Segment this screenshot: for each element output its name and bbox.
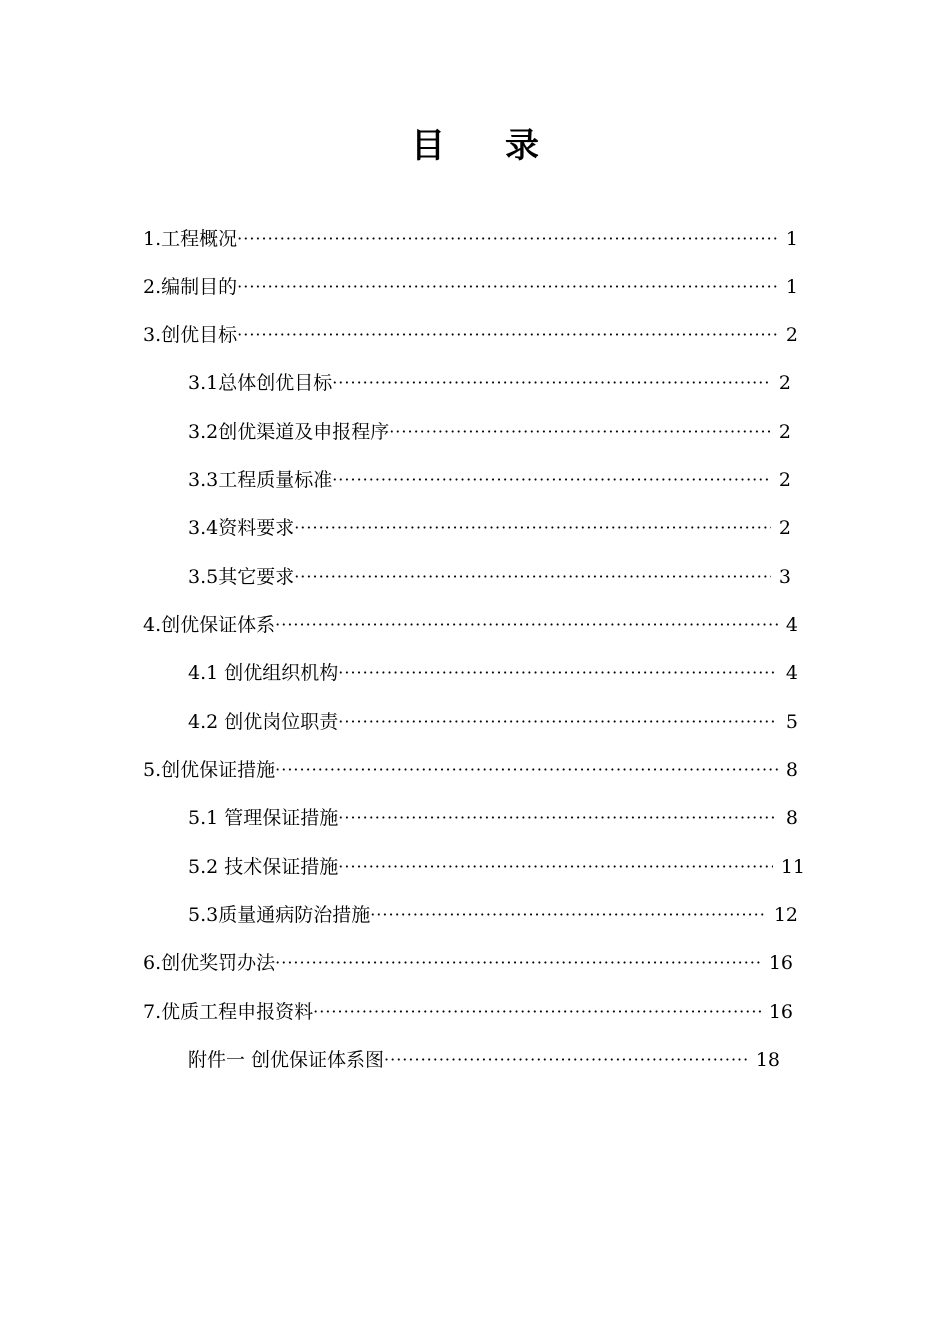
toc-entry-label: 3.2创优渠道及申报程序 [188,421,390,443]
toc-entry-page: 8 [785,759,798,781]
toc-entry-page: 4 [785,662,798,684]
toc-entry-page: 2 [785,324,798,346]
toc-leader-dots [237,320,778,350]
toc-leader-dots [294,562,771,592]
toc-entry-label: 3.3工程质量标准 [188,469,333,491]
toc-entry-label: 1.工程概况 [143,228,238,250]
toc-entry-7[interactable] [143,997,793,1027]
toc-leader-dots [389,417,771,447]
toc-leader-dots [237,224,778,254]
toc-entry-label: 2.编制目的 [143,276,238,298]
toc-entry-4-1[interactable] [188,658,798,688]
toc-entry-page: 5 [785,711,798,733]
toc-entry-label: 6.创优奖罚办法 [143,952,276,974]
toc-entry-5[interactable] [143,755,798,785]
toc-entry-5-3[interactable] [188,900,798,930]
toc-leader-dots [332,368,771,398]
toc-entry-label: 7.优质工程申报资料 [143,1001,314,1023]
toc-entry-page: 2 [778,372,791,394]
toc-leader-dots [338,803,778,833]
toc-leader-dots [275,948,761,978]
toc-entry-1[interactable] [143,224,798,254]
toc-entry-page: 2 [778,517,791,539]
toc-leader-dots [237,272,778,302]
toc-entry-page: 16 [768,952,793,974]
toc-leader-dots [370,900,766,930]
toc-entry-6[interactable] [143,948,793,978]
toc-leader-dots [384,1045,748,1075]
toc-entry-page: 16 [768,1001,793,1023]
toc-entry-page: 2 [778,469,791,491]
toc-entry-label: 5.1 管理保证措施 [188,807,339,829]
toc-leader-dots [313,997,761,1027]
toc-entry-label: 4.2 创优岗位职责 [188,711,339,733]
toc-entry-2[interactable] [143,272,798,302]
title-char-right: 录 [505,126,539,166]
toc-entry-5-2[interactable] [188,852,805,882]
toc-entry-page: 2 [778,421,791,443]
toc-entry-3[interactable] [143,320,798,350]
toc-leader-dots [338,658,778,688]
toc-leader-dots [294,513,771,543]
toc-entry-4-2[interactable] [188,707,798,737]
toc-entry-3-1[interactable] [188,368,791,398]
toc-leader-dots [332,465,771,495]
toc-entry-appendix-1[interactable] [188,1045,780,1075]
toc-entry-page: 11 [780,856,805,878]
toc-entry-3-2[interactable] [188,417,791,447]
toc-entry-label: 附件一 创优保证体系图 [188,1049,385,1071]
toc-entry-label: 4.1 创优组织机构 [188,662,339,684]
toc-leader-dots [338,852,773,882]
toc-leader-dots [275,610,778,640]
toc-entry-label: 3.5其它要求 [188,566,295,588]
toc-leader-dots [338,707,778,737]
toc-entry-label: 5.创优保证措施 [143,759,276,781]
toc-entry-page: 4 [785,614,798,636]
toc-entry-label: 3.创优目标 [143,324,238,346]
toc-entry-3-5[interactable] [188,562,791,592]
toc-entry-page: 3 [778,566,791,588]
toc-entry-label: 4.创优保证体系 [143,614,276,636]
title-char-left: 目 [411,126,445,166]
toc-entry-label: 5.2 技术保证措施 [188,856,339,878]
toc-entry-3-4[interactable] [188,513,791,543]
toc-entry-page: 12 [773,904,798,926]
toc-entry-page: 1 [785,228,798,250]
toc-leader-dots [275,755,778,785]
toc-entry-3-3[interactable] [188,465,791,495]
toc-entry-page: 8 [785,807,798,829]
toc-entry-label: 3.4资料要求 [188,517,295,539]
toc-entry-label: 5.3质量通病防治措施 [188,904,371,926]
toc-entry-4[interactable] [143,610,798,640]
toc-entry-page: 1 [785,276,798,298]
toc-entry-5-1[interactable] [188,803,798,833]
toc-entry-page: 18 [755,1049,780,1071]
toc-entry-label: 3.1总体创优目标 [188,372,333,394]
